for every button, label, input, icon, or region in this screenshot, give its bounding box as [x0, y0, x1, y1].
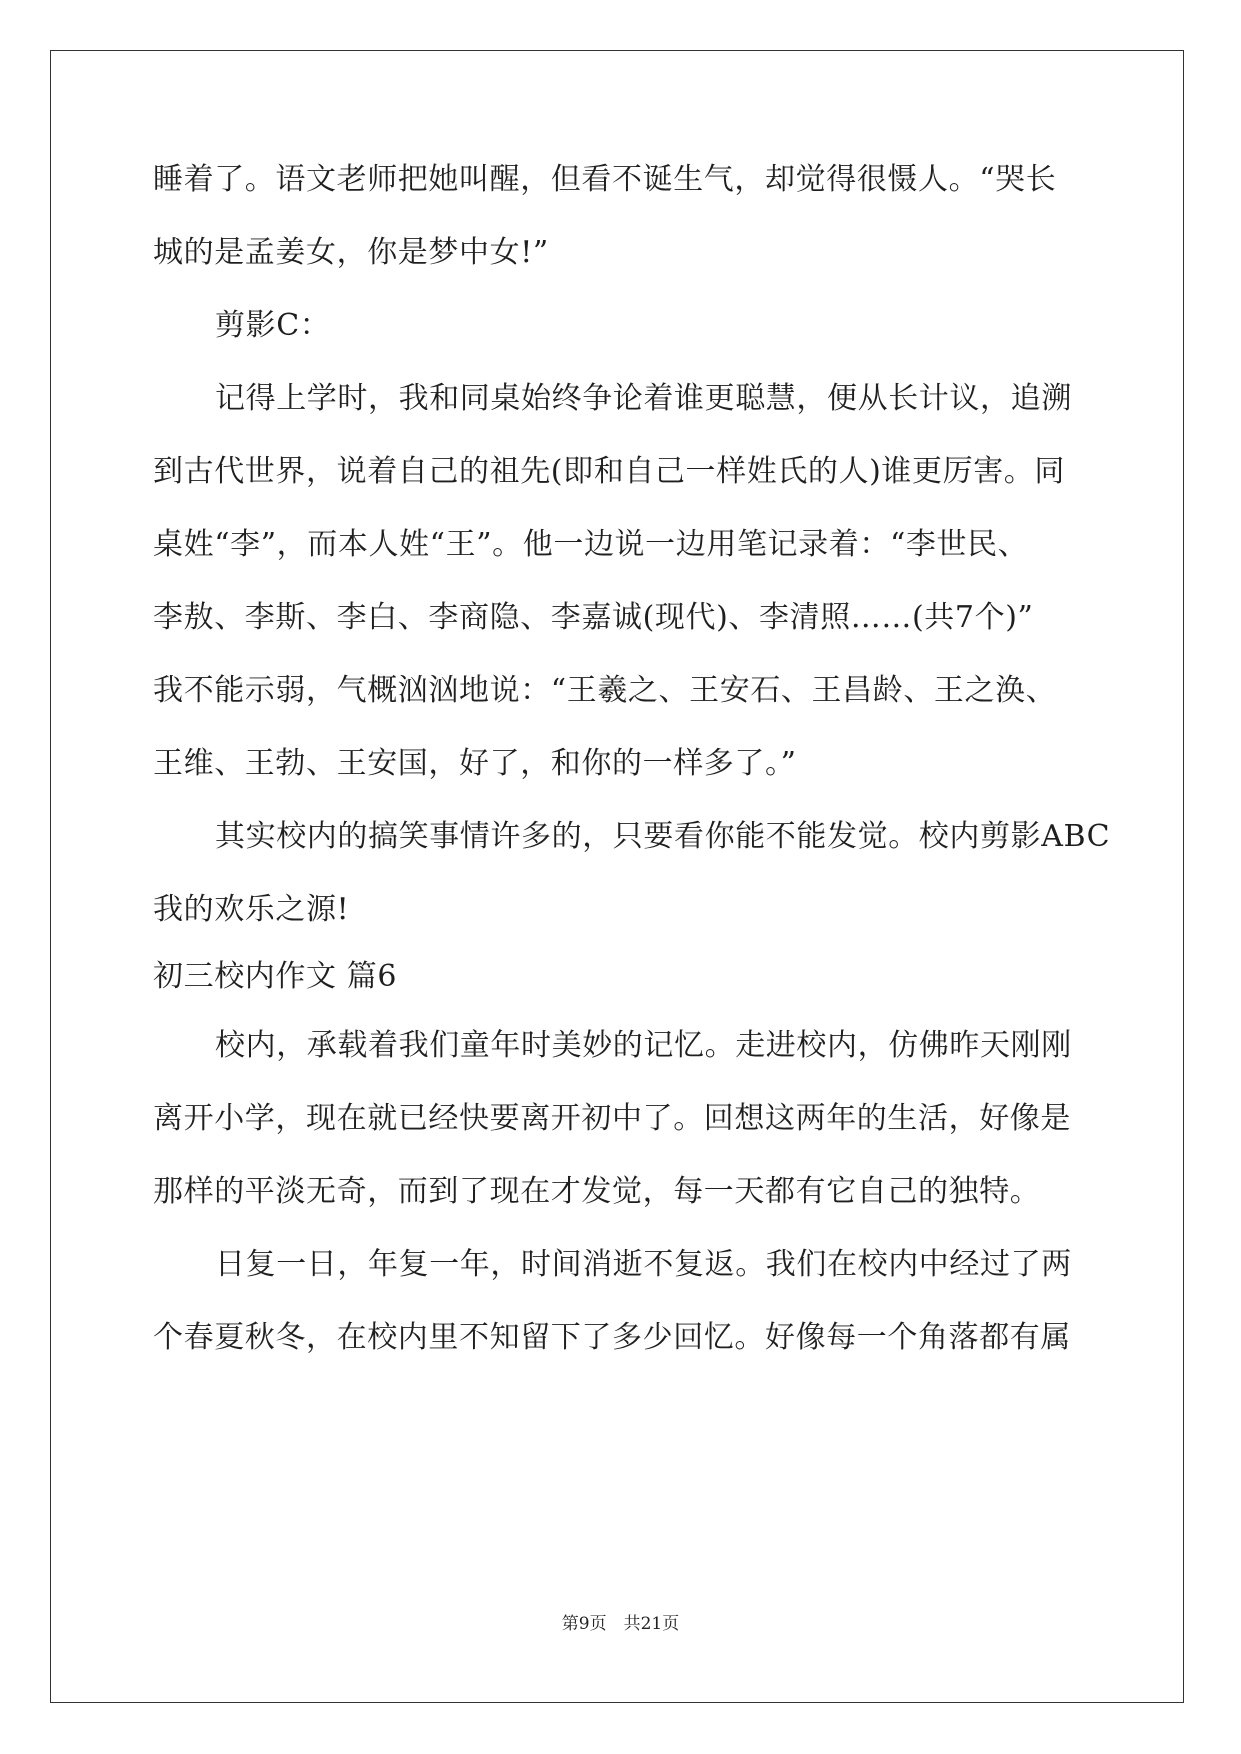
text-line: 离开小学，现在就已经快要离开初中了。回想这两年的生活，好像是	[153, 1101, 1071, 1136]
text-line: 个春夏秋冬，在校内里不知留下了多少回忆。好像每一个角落都有属	[153, 1320, 1071, 1355]
text-line: 我的欢乐之源!	[153, 892, 350, 927]
text-line: 记得上学时，我和同桌始终争论着谁更聪慧，便从长计议，追溯	[215, 381, 1072, 416]
text-line: 睡着了。语文老师把她叫醒，但看不诞生气，却觉得很慑人。“哭长	[153, 162, 1057, 197]
text-line: 那样的平淡无奇，而到了现在才发觉，每一天都有它自己的独特。	[153, 1174, 1041, 1209]
section-label: 剪影C：	[215, 308, 331, 343]
text-line: 校内，承载着我们童年时美妙的记忆。走进校内，仿佛昨天刚刚	[215, 1028, 1072, 1063]
text-line: 城的是孟姜女，你是梦中女!”	[153, 235, 549, 270]
text-line: 其实校内的搞笑事情许多的，只要看你能不能发觉。校内剪影ABC	[215, 819, 1111, 854]
text-line: 到古代世界，说着自己的祖先(即和自己一样姓氏的人)谁更厉害。同	[153, 454, 1066, 489]
page-number: 第9页 共21页	[561, 1614, 680, 1634]
article-heading: 初三校内作文 篇6	[153, 959, 398, 994]
text-line: 我不能示弱，气概汹汹地说：“王羲之、王安石、王昌龄、王之涣、	[153, 673, 1057, 708]
text-line: 日复一日，年复一年，时间消逝不复返。我们在校内中经过了两	[215, 1247, 1072, 1282]
text-line: 李敖、李斯、李白、李商隐、李嘉诚(现代)、李清照……(共7个)”	[153, 600, 1034, 635]
text-line: 王维、王勃、王安国，好了，和你的一样多了。”	[153, 746, 797, 781]
page-border	[50, 50, 1184, 1703]
text-line: 桌姓“李”，而本人姓“王”。他一边说一边用笔记录着：“李世民、	[153, 527, 1029, 562]
